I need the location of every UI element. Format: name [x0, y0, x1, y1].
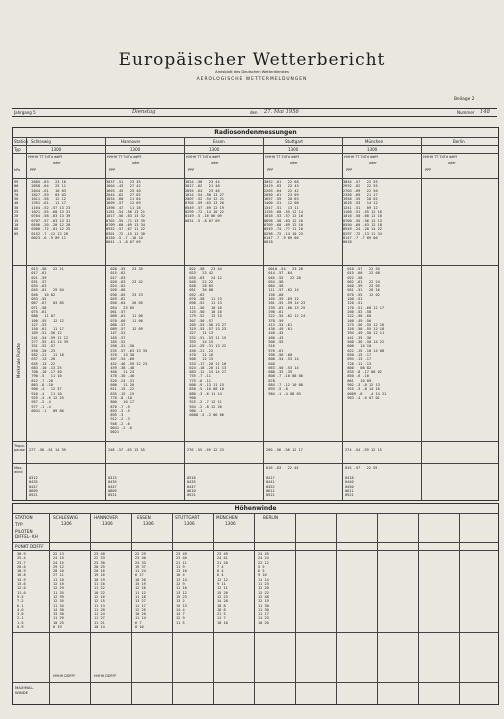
- sig-points-stuttgart: 0010 -54 23 26 014 -57 -64 045 -55 22 28 054 -58 084 -58 111 -57 -62 14 156 -60 165 -59 -65 12 201 -55 -59 14 23 239 -63 -66 13 25 290 -61 322 -55 -62 12 14 378 -59 413 -54 -61 430 -49 -61 448 -45 466 -43 500 -55 516 576 -61 590 -56 -60 608 -54 -53 14 640 663 -50 -53 14 688 -33 -35 808 -7 -10 08 06 878 884 -7 -12 10 08 893 -5 -8 984 -1 -4 08 03: [268, 267, 306, 396]
- date-handwritten: 27. Mai 1956: [264, 109, 299, 115]
- hw-station-hannover: HANNOVER: [94, 515, 118, 520]
- station-berlin: Berlin: [453, 139, 465, 144]
- hw-maxwind-label: MAXIMAL- WINDE: [15, 685, 34, 695]
- time-muenchen: 1300: [367, 147, 378, 152]
- maxwind-codes-muenchen: 0418 0440 0450 0611 0521: [345, 476, 354, 498]
- hw-col-essen: 22 29 23 40 24 33 19 37 11 24 6 17 10 20 15 19 12 16 11 12 11 18 13 27 11 17 12 25 10 20 11 14 6 7 8 10: [135, 552, 146, 630]
- time-stuttgart: 1300: [288, 147, 299, 152]
- sig-points-muenchen: 010 -57 22 55 015 -60 22 68 022 -58 062 -61 22 24 040 -59 23 05 051 -51 20 16 070 -55 12 02 100 -51 120 -51 170 -51 -60 12 17 200 -52 -58 222 -50 -60 260 -49 -56 275 -56 -55 12 16 320 -50 -55 12 18 394 -49 -56 12 11 441 -35 -36 500 -36 -50 14 22 600 14 10 622 -15 -18 14 08 650 -15 -17 694 -13 -17 726 -11 -13 800 08 82 835 -8 -17 08 02 850 -6 -10 861 10 09 902 -3 -8 12 13 925 -3 -8 14 16 0009 -0 -4 14 21 963 -4 -6 07 01: [347, 267, 387, 400]
- col-head-3-d: PPP: [267, 168, 274, 172]
- hw-row-piloten: PILOTEN: [15, 529, 33, 534]
- tropo-essen: 276 -55 -59 12 23: [187, 448, 224, 452]
- col-head-2-d: oder: [290, 161, 298, 165]
- hw-row-punkt: PUNKT DDFFF: [15, 544, 44, 549]
- sig-points-essen: 022 -58 23 44 023 23 42 035 -63 24 12 040 22 22 048 28 05 051 36 08 052 -62 070 -58 11 13 090 -52 11 13 111 -56 10 16 125 -50 10 16 179 -52 13 15 307 -50 -57 265 -54 -58 13 27 319 -53 -57 13 23 327 11 13 332 -51 -53 11 15 393 14 15 424 -29 -31 13 22 450 -21 -22 470 11 16 500 12 15 533 -17 -20 11 10 624 -18 -20 11 13 683 -12 -15 14 27 755 -7 -11 775 -6 -11 800 -9 -13 11 15 850 -5 -16 08 10 880 -3 -6 11 14 900 925 -2 -7 12 11 954 -2 -8 12 26 980 -1 0008 -5 -2 06 06: [189, 267, 227, 418]
- maxwind-codes-hannover: 0313 0435 0447 0609 0521: [108, 476, 117, 498]
- hw-time-essen: 1306: [143, 521, 154, 526]
- col-head-2-a: oder: [53, 161, 61, 165]
- col-head-2-e: oder: [369, 161, 377, 165]
- maxwind-codes-stuttgart: 0417 0441 0452 0611 0521: [266, 476, 275, 498]
- level-codes: 99 00 85 70 50 40 30 25 20 15 10 08 05: [14, 180, 19, 236]
- col-head-3-a: PPP: [30, 168, 37, 172]
- hw-foot-head-b: HHHH DDFFF: [94, 674, 117, 678]
- nummer-label: Nummer: [457, 110, 475, 115]
- hoehenwinde-title: Höhenwinde: [234, 505, 277, 512]
- col-head-1-e: HHHH TT TdTd ddfff: [344, 155, 378, 159]
- hw-col-stuttgart: 23 49 23 40 21 11 11 9 13 10 10 4 13 14 12 9 11 10 13 12 15 23 13 2 15 13 14 4 14 7 12 9 11 5: [176, 552, 187, 625]
- type-label: Typ: [14, 147, 21, 152]
- station-stuttgart: Stuttgart: [285, 139, 303, 144]
- station-schleswig: Schleswig: [31, 139, 51, 144]
- col-head-1-f: HHHH TT TdTd ddfff: [423, 155, 457, 159]
- time-schleswig: 1300: [51, 147, 62, 152]
- hoehenwinde-table: [12, 503, 499, 705]
- std-levels-schleswig: 2605 -63 23 16 2858 -64 23 11 2044 -61 10 03 1827 -59 03 03 1611 -56 12 12 1351 -61 11 17 1164 -52 -57 13 23 1021 -55 -60 13 31 0704 -58 -63 13 39 0707 -57 -63 13 31 0556 -20 -20 12 28 0300 -72 -01 12 25 0152 -7 -12 12 26 0023 -6 -9 09 11: [31, 180, 71, 240]
- station-essen: Essen: [213, 139, 225, 144]
- hw-time-stuttgart: 1306: [184, 521, 195, 526]
- maxwind-stuttgart: 016 -63 22 44: [266, 466, 299, 470]
- subtitle-small: Amtsblatt des Deutschen Wetterdienstes: [215, 70, 289, 74]
- std-levels-stuttgart: 3052 -61 22 68 2419 -63 22 43 2203 -64 22 42 2050 -61 23 09 1657 -55 20 03 1400 -51 12 08 1347 -51 13 11 1155 -60 -55 12 14 1016 -53 -57 12 16 0898 -58 -63 12 16 0709 -60 -69 12 16 0549 -74 -77 11 10 0298 -72 -14 10 23 0147 -7 -9 09 06 0018: [264, 180, 303, 245]
- subtitle: AEROLOGISCHE WETTERMELDUNGEN: [196, 77, 308, 82]
- hw-station-stuttgart: STUTTGART: [175, 515, 200, 520]
- col-head-3-f: PPP: [425, 168, 432, 172]
- std-levels-muenchen: 3054 -57 22 55 2932 -62 22 55 2703 -69 22 50 2350 -69 21 17 1958 -55 18 02 1610 -53 14 12 1241 -51 09 12 1160 -51 -55 12 16 1016 -50 -60 12 16 0700 -55 -56 12 13 0550 -60 -63 12 18 0549 -24 -20 14 22 0297 -72 -13 11 34 0147 -7 -7 09 06 0018: [343, 180, 382, 245]
- hw-station-label: STATION: [15, 515, 33, 520]
- col-head-2-c: oder: [211, 161, 219, 165]
- hw-station-muenchen: MÜNCHEN: [216, 515, 238, 520]
- radiosonde-table: [12, 127, 499, 501]
- hw-station-essen: ESSEN: [137, 515, 151, 520]
- col-head-1-b: HHHH TT TdTd ddfff: [107, 155, 141, 159]
- std-levels-essen: 3024 -58 23 44 3017 -62 21 48 2855 -64 23 46 1014 -54 -58 13 27 2007 -52 -54 12 21 0704 -59 -63 13 26 0549 -57 -69 12 19 0299 -72 -14 10 22 0149 -5 -16 06 09 0031 -5 -8 07 09: [185, 180, 224, 223]
- jahrgang-label: Jahrgang 5: [14, 110, 36, 115]
- time-hannover: 1300: [130, 147, 141, 152]
- tropo-schleswig: 277 -56 -61 14 39: [29, 448, 66, 452]
- col-head-1-a: HHHH TT TdTd ddfff: [28, 155, 62, 159]
- col-head-2-b: oder: [132, 161, 140, 165]
- nummer-handwritten: 148: [480, 109, 490, 115]
- maxwind-label: Max-wind: [14, 466, 23, 474]
- hw-station-berlin: BERLIN: [263, 515, 279, 520]
- std-levels-hannover: 3037 -51 23 35 1604 -43 27 42 1603 -45 25 40 2044 -62 27 02 1834 -60 11 04 1609 -57 12 09 1396 -47 11 18 1161 -54 -56 13 21 1017 -56 -63 13 32 0702 -55 -71 13 35 0709 -60 -69 13 34 0552 -57 -67 11 22 0301 -72 -15 11 30 0150 -5 -7 -16 10 0041 -1 -8 07 09: [106, 180, 145, 245]
- hw-time-schleswig: 1306: [61, 521, 72, 526]
- col-head-2-f: oder: [448, 161, 456, 165]
- side-label-merkmale: Merkmale Punkte: [16, 343, 21, 378]
- hw-row-typ: TYP: [15, 522, 23, 527]
- col-head-3-b: PPP: [109, 168, 116, 172]
- tropo-muenchen: 274 -54 -59 12 15: [345, 448, 382, 452]
- page-title: Europäischer Wetterbericht: [118, 50, 386, 70]
- col-head-1-d: HHHH TT TdTd ddfff: [265, 155, 299, 159]
- hw-foot-head-a: HHHH DDFFF: [53, 674, 76, 678]
- hpa-label: hPa: [14, 168, 21, 172]
- date-label: den: [250, 110, 258, 115]
- sig-points-hannover: 028 -55 23 35 015 -62 017 -63 020 -63 23 42 024 -62 026 -66 030 -65 23 23 049 -62 050 -64 26 05 054 23 05 061 -57 068 -61 11 06 070 -60 11 06 088 -57 089 -57 12 09 147 -51 165 -57 185 -52 208 -51 -50 235 -57 -63 13 35 370 13 38 407 -54 -60 452 -46 -59 12 23 459 -38 -48 460 11 24 478 -30 -40 520 -24 -31 600 11 20 611 -15 -22 635 -15 -15 770 -8 -10 800 10 17 870 -7 -9 893 -3 -5 895 -3 912 -2 -3 948 -2 -6 0041 -2 -6 0021: [110, 267, 148, 435]
- tropo-stuttgart: 290 -56 -58 12 17: [266, 448, 303, 452]
- col-head-1-c: HHHH TT TdTd ddfff: [186, 155, 220, 159]
- tropopause-label: Tropo-pause: [14, 444, 26, 452]
- sig-points-schleswig: 013 -58 22 21 017 -61 021 -59 031 -57 034 -63 045 -01 29 04 040 10 82 053 -55 067 -67 03 85 071 -58 075 -61 080 11 07 100 -55 12 12 127 -53 150 -61 11 17 189 -51 -56 12 241 -54 -59 11 12 277 -55 -61 14 39 331 -52 -57 556 -20 -23 582 -21 11 18 637 -13 -28 645 -13 -22 683 -10 -13 25 700 -10 -17 30 790 -5 11 10 812 -7 -20 863 -8 -10 906 -4 12 37 916 -4 11 10 925 -4 -6 12 25 957 -2 -4 977 -1 -4 0041 -1 09 86: [31, 267, 69, 413]
- maxwind-codes-schleswig: 0312 0435 0447 0609 0521: [29, 476, 38, 498]
- day-handwritten: Dienstag: [132, 109, 156, 115]
- hw-station-schleswig: SCHLESWIG: [53, 515, 78, 520]
- hw-col-berlin: 24 45 24 24 22 12 5 5 6 5 9 16 11 14 11 23 12 20 12 22 12 48 12 19 11 30 11 30 11 17 11 23 10 20: [258, 552, 269, 625]
- col-head-3-c: PPP: [188, 168, 195, 172]
- hw-height-list: 30.9 25.4 23.7 20.6 18.9 16.8 15.9 13.6 12.0 11.0 9.5 7.2 6.1 4.6 3.0 2.1 1.5 0.9: [17, 552, 26, 630]
- station-muenchen: München: [365, 139, 384, 144]
- station-label: Station: [14, 139, 29, 144]
- hw-time-hannover: 1306: [102, 521, 113, 526]
- hw-row-diffel: DIFFEL- KH: [15, 534, 38, 539]
- beilage-label: Beilage 2: [454, 97, 475, 102]
- time-essen: 1300: [209, 147, 220, 152]
- maxwind-codes-essen: 0316 0435 0447 0610 0521: [187, 476, 196, 498]
- maxwind-muenchen: 015 -57 22 55: [345, 466, 378, 470]
- station-hannover: Hannover: [121, 139, 141, 144]
- tropo-hannover: 248 -57 -63 13 35: [108, 448, 145, 452]
- hw-time-muenchen: 1306: [225, 521, 236, 526]
- hw-col-muenchen: 23 49 24 41 21 20 7 4 6 4 6 4 12 12 9 11 12 11 15 20 12 23 14 28 18 8 18 8 21 5 11 7 10 10: [217, 552, 228, 625]
- hw-col-schleswig: 22 13 24 15 24 15 29 12 28 10 27 11 11 10 12 16 12 29 11 35 12 39 12 35 11 34 14 30 13 30 11 29 10 25 6 19: [53, 552, 64, 630]
- hw-heights: [17, 552, 48, 632]
- col-head-3-e: PPP: [346, 168, 353, 172]
- hw-col-hannover: 23 40 22 33 23 30 20 25 20 16 19 16 10 19 11 16 11 22 10 22 12 16 12 15 11 13 11 20 11 24 11 27 11 21 10 14: [94, 552, 105, 630]
- radiosonde-title: Radiosondenmessungen: [214, 129, 297, 136]
- issue-header-line: [12, 108, 497, 117]
